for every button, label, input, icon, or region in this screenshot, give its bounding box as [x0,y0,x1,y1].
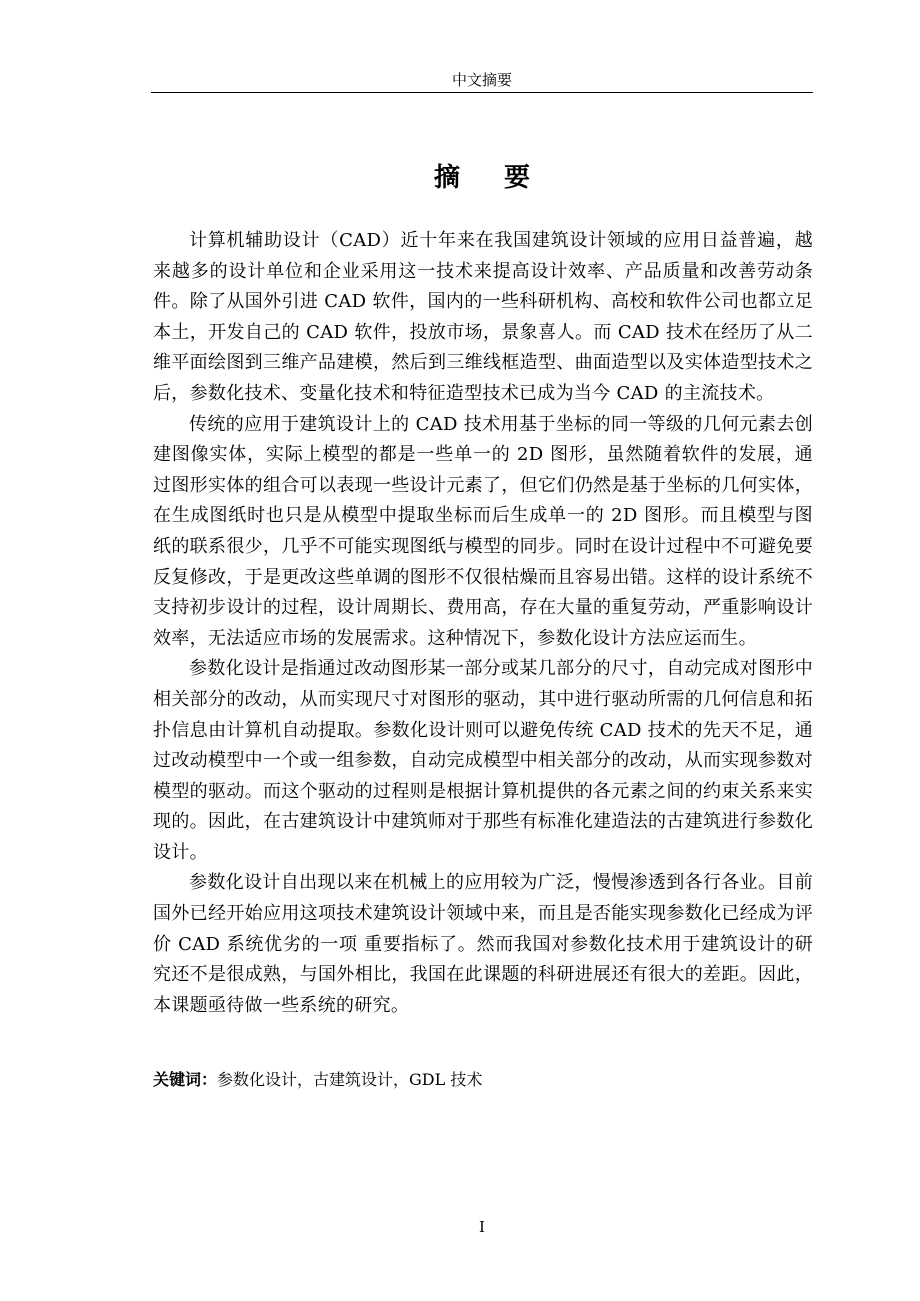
header-rule [151,92,813,93]
running-header: 中文摘要 [451,71,512,89]
paragraph-4: 参数化设计自出现以来在机械上的应用较为广泛，慢慢渗透到各行各业。目前国外已经开始应用这项技术建筑设计领域中来，而且是否能实现参数化已经成为评价 CAD 系统优劣的一项 重要指标了。然而我国对参数化技术用于建筑设计的研究还不是很成熟，与国外相比，我国在此课题的科研进展还有很大的差距。因此，本课题亟待做一些系统的研究。 [153,872,813,1016]
keywords-line [153,1068,813,1092]
page-number: I [479,1218,485,1236]
paragraph-1: 计算机辅助设计（CAD）近十年来在我国建筑设计领域的应用日益普遍，越来越多的设计单位和企业采用这一技术来提高设计效率、产品质量和改善劳动条件。除了从国外引进 CAD 软件，国内的一些科研机构、高校和软件公司也都立足本土，开发自己的 CAD 软件，投放市场，景象喜人。而 CAD 技术在经历了从二维平面绘图到三维产品建模，然后到三维线框造型、曲面造型以及实体造型技术之后，参数化技术、变量化技术和特征造型技术已成为当今 CAD 的主流技术。 [153,230,813,404]
paragraph-3: 参数化设计是指通过改动图形某一部分或某几部分的尺寸，自动完成对图形中相关部分的改动，从而实现尺寸对图形的驱动，其中进行驱动所需的几何信息和拓扑信息由计算机自动提取。参数化设计则可以避免传统 CAD 技术的先天不足，通过改动模型中一个或一组参数，自动完成模型中相关部分的改动，从而实现参数对模型的驱动。而这个驱动的过程则是根据计算机提供的各元素之间的约束关系来实现的。因此，在古建筑设计中建筑师对于那些有标准化建造法的古建筑进行参数化设计。 [153,658,813,863]
abstract-title: 摘要 [433,163,574,193]
abstract-body [153,226,813,1021]
keywords-label: 关键词： [153,1070,218,1089]
keywords-text: 参数化设计，古建筑设计，GDL 技术 [217,1070,483,1089]
paragraph-2: 传统的应用于建筑设计上的 CAD 技术用基于坐标的同一等级的几何元素去创建图像实体，实际上模型的都是一些单一的 2D 图形，虽然随着软件的发展，通过图形实体的组合可以表现一些设计元素了，但它们仍然是基于坐标的几何实体，在生成图纸时也只是从模型中提取坐标而后生成单一的 2D 图形。而且模型与图纸的联系很少，几乎不可能实现图纸与模型的同步。同时在设计过程中不可避免要反复修改，于是更改这些单调的图形不仅很枯燥而且容易出错。这样的设计系统不支持初步设计的过程，设计周期长、费用高，存在大量的重复劳动，严重影响设计效率，无法适应市场的发展需求。这种情况下，参数化设计方法应运而生。 [153,413,813,649]
